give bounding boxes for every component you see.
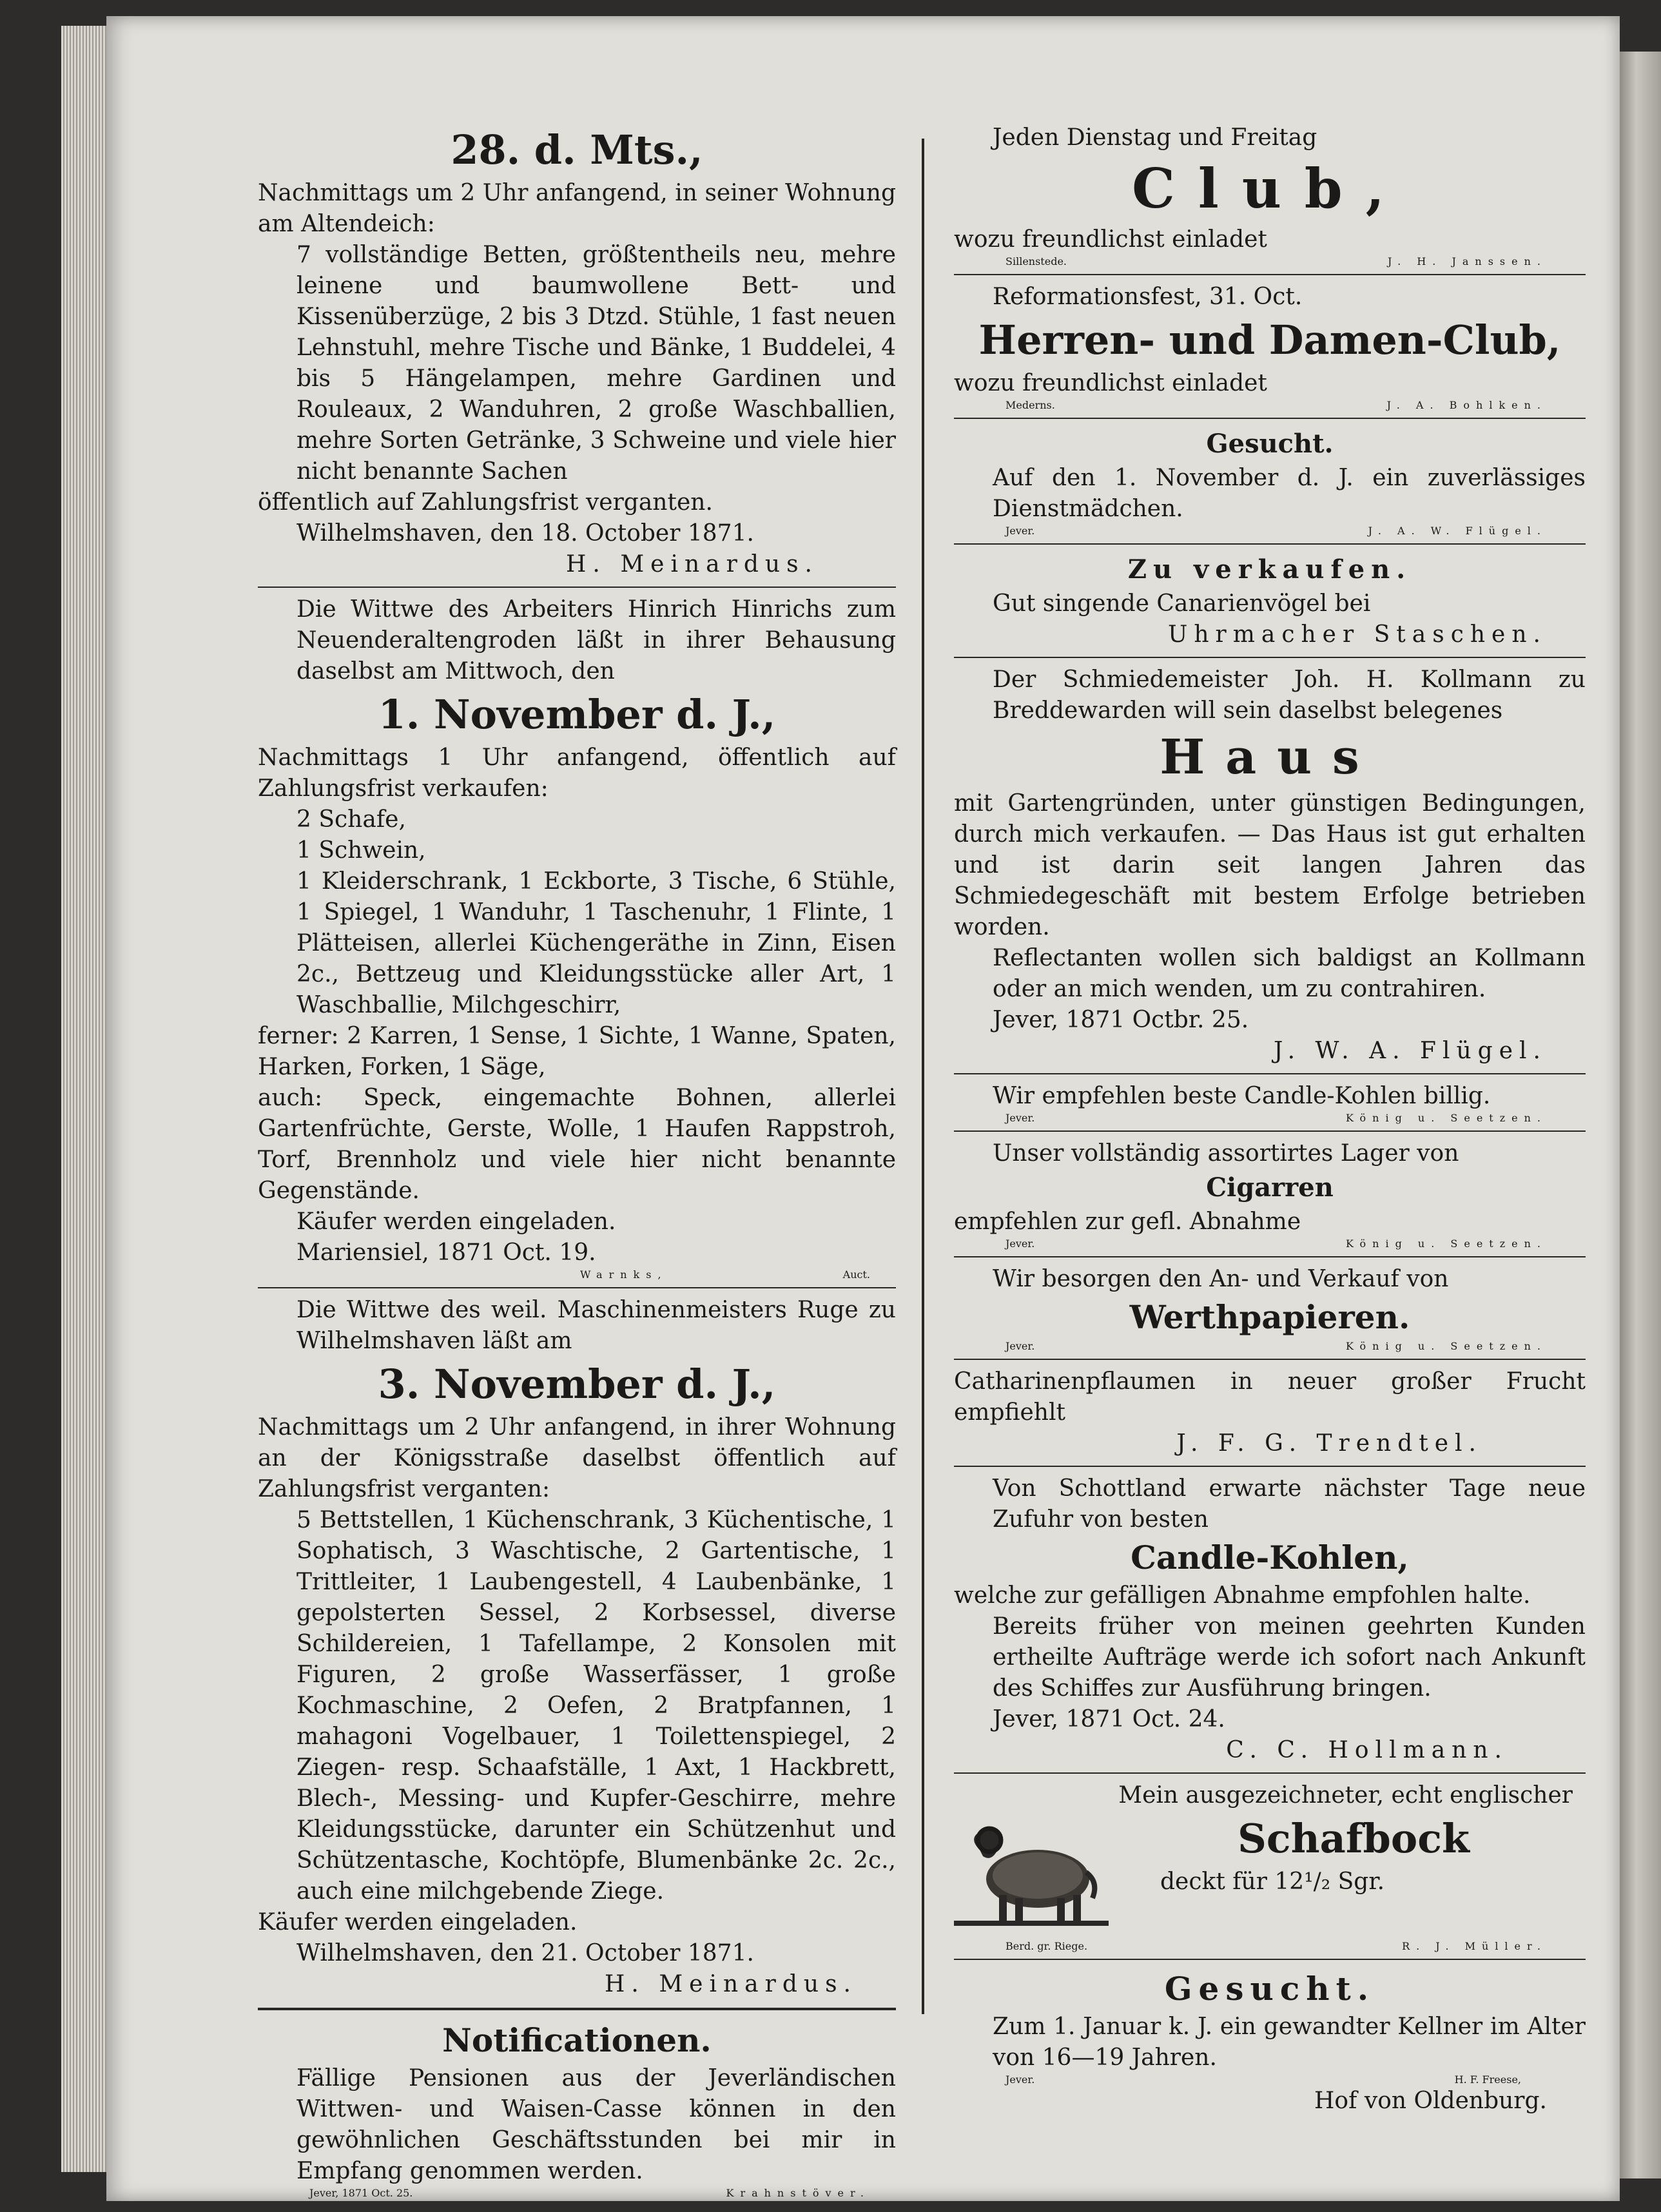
- signature-row: [258, 2187, 896, 2199]
- ad-intro: Der Schmiedemeister Joh. H. Kollmann zu Breddewarden will sein daselbst belegenes: [993, 666, 1586, 724]
- section-heading: Werthpapieren.: [1129, 1298, 1410, 1336]
- place-date: Wilhelmshaven, den 21. October 1871.: [296, 1940, 754, 1966]
- date-heading: 28. d. Mts.,: [451, 126, 703, 173]
- ad-intro: Mein ausgezeichneter, echt englischer: [1118, 1782, 1573, 1809]
- section-heading: Schafbock: [1238, 1815, 1470, 1862]
- signature: König u. Seetzen.: [1346, 1237, 1547, 1250]
- ram-text: [1122, 1811, 1586, 1897]
- place: Mederns.: [1005, 399, 1055, 411]
- haus-heading: Haus: [1160, 730, 1380, 785]
- place: Jever.: [1005, 525, 1035, 537]
- signature: J. H. Janssen.: [1387, 255, 1547, 267]
- rule: [954, 274, 1586, 275]
- signature-row: [954, 1340, 1586, 1352]
- ad-invite: wozu freundlichst einladet: [954, 370, 1267, 396]
- signature: H. F. Freese,: [1454, 2073, 1521, 2086]
- rule: [954, 1772, 1586, 1774]
- place: Jever.: [1005, 1340, 1035, 1352]
- signature-row: [954, 255, 1586, 267]
- section-heading: Notificationen.: [442, 2021, 712, 2059]
- place-date: Wilhelmshaven, den 18. October 1871.: [296, 520, 754, 547]
- signature: H. Meinardus.: [605, 1971, 857, 1997]
- ad-schafbock: [954, 1780, 1586, 1952]
- place-date: Jever, 1871 Octbr. 25.: [993, 1007, 1249, 1033]
- ad-intro: Reformationsfest, 31. Oct.: [993, 284, 1303, 310]
- signature-row: [258, 1268, 896, 1281]
- signature: H. Meinardus.: [566, 551, 819, 577]
- signature: J. W. A. Flügel.: [1274, 1038, 1547, 1064]
- ad-candle-kohlen-koenig: [954, 1081, 1586, 1124]
- item-line: ferner: 2 Karren, 1 Sense, 1 Sichte, 1 Wanne, Spaten, Harken, Forken, 1 Säge,: [258, 1023, 896, 1080]
- club-heading: Herren- und Damen-Club,: [978, 316, 1561, 364]
- place: Jever.: [1005, 1112, 1035, 1124]
- signature-row: [954, 1940, 1586, 1952]
- date-heading: 1. November d. J.,: [378, 691, 776, 738]
- ad-text: empfehlen zur gefl. Abnahme: [954, 1208, 1301, 1235]
- ram-row: [954, 1811, 1586, 1940]
- ad-text: mit Gartengründen, unter günstigen Bedingungen, durch mich verkaufen. — Das Haus ist gut erhalten und ist darin seit langen Jahren das Schmiedegeschäft mit bestem Erfolge betrieben worden.: [954, 790, 1586, 940]
- ad-text-2: Bereits früher von meinen geehrten Kunden ertheilte Aufträge werde ich sofort nach Ankunft des Schiffes zur Ausführung bringen.: [993, 1613, 1586, 1702]
- place-date: Jever, 1871 Oct. 25.: [309, 2187, 413, 2199]
- ad-text: Zum 1. Januar k. J. ein gewandter Kellner im Alter von 16—19 Jahren.: [993, 2013, 1586, 2071]
- rule: [258, 2008, 896, 2010]
- ad-items: 7 vollständige Betten, größtentheils neu, mehre leinene und baumwollene Bett- und Kissenüberzüge, 2 bis 3 Dtzd. Stühle, 1 fast neuen Lehnstuhl, mehre Tische und Bänke, 1 Buddelei, 4 bis 5 Hängelampen, mehre Gardinen und Rouleaux, 2 Wanduhren, 2 große Waschballien, mehre Sorten Getränke, 3 Schweine und viele hier nicht benannte Sachen: [296, 242, 896, 485]
- signature-row: [954, 1112, 1586, 1124]
- signature-line-2: Hof von Oldenburg.: [1314, 2088, 1547, 2114]
- rule: [954, 1466, 1586, 1467]
- ad-notificationen: [258, 2018, 896, 2199]
- rule: [258, 587, 896, 588]
- place: Berd. gr. Riege.: [1005, 1940, 1088, 1952]
- ram-woodcut-icon: [954, 1811, 1109, 1940]
- ad-auction-ruge: [258, 1295, 896, 2000]
- item-line: 2 Schafe,: [296, 806, 406, 833]
- item-line: 1 Kleiderschrank, 1 Eckborte, 3 Tische, 6 Stühle, 1 Spiegel, 1 Wanduhr, 1 Taschenuhr, 1 Flinte, 1 Plätteisen, allerlei Küchengeräthe in Zinn, Eisen 2c., Bettzeug und Kleidungsstücke aller Art, 1 Waschballie, Milchgeschirr,: [296, 868, 896, 1018]
- ad-text-2: Reflectanten wollen sich baldigst an Kollmann oder an mich wenden, um zu contrahiren.: [993, 945, 1586, 1002]
- ad-intro: Unser vollständig assortirtes Lager von: [993, 1140, 1459, 1167]
- ad-zu-verkaufen: [954, 551, 1586, 650]
- date-heading: 3. November d. J.,: [378, 1361, 776, 1408]
- signature-row: [954, 525, 1586, 537]
- ad-items: 5 Bettstellen, 1 Küchenschrank, 3 Küchentische, 1 Sophatisch, 3 Waschtische, 2 Gartentische, 1 Trittleiter, 1 Laubengestell, 4 Laubenbänke, 1 gepolsterten Sessel, 2 Korbsessel, diverse Schildereien, 1 Tafellampe, 2 Konsolen mit Figuren, 2 große Wasserfässer, 1 große Kochmaschine, 2 Oefen, 2 Bratpfannen, 1 mahagoni Vogelbauer, 1 Toilettenspiegel, 2 Ziegen- resp. Schaafställe, 1 Axt, 1 Hackbrett, Blech-, Messing- und Kupfer-Geschirre, mehre Kleidungsstücke, darunter ein Schützenhut und Schützentasche, Kochtöpfe, Blumenbänke 2c. 2c., auch eine milchgebende Ziege.: [296, 1507, 896, 1905]
- rule: [954, 418, 1586, 419]
- ad-club-mederns: [954, 282, 1586, 411]
- signature: C. C. Hollmann.: [1226, 1737, 1508, 1763]
- ad-gesucht-dienstmaedchen: [954, 425, 1586, 537]
- ad-text: Fällige Pensionen aus der Jeverländischen Wittwen- und Waisen-Casse können in den gewöhnlichen Geschäftsstunden bei mir in Empfang genommen werden.: [296, 2065, 896, 2184]
- section-heading: Zu verkaufen.: [1127, 554, 1412, 585]
- ad-intro: Jeden Dienstag und Freitag: [993, 124, 1317, 151]
- ad-intro: Die Wittwe des weil. Maschinenmeisters Ruge zu Wilhelmshaven läßt am: [296, 1297, 896, 1354]
- signature: Krahnstöver.: [726, 2187, 870, 2199]
- ad-intro: Wir besorgen den An- und Verkauf von: [993, 1266, 1449, 1292]
- section-heading: Gesucht.: [1164, 1970, 1375, 2008]
- signature: Uhrmacher Staschen.: [1168, 621, 1547, 648]
- signature: J. A. W. Flügel.: [1368, 525, 1547, 537]
- place-date: Jever, 1871 Oct. 24.: [993, 1706, 1225, 1732]
- column-divider: [922, 139, 924, 2014]
- signature: J. A. Bohlken.: [1386, 399, 1547, 411]
- ad-club-sillenstede: [954, 122, 1586, 267]
- ad-closing: öffentlich auf Zahlungsfrist verganten.: [258, 489, 713, 516]
- ad-text: Gut singende Canarienvögel bei: [993, 590, 1371, 617]
- ad-terms: Nachmittags um 2 Uhr anfangend, in ihrer Wohnung an der Königsstraße daselbst öffentlich auf Zahlungsfrist verganten:: [258, 1414, 896, 1502]
- ad-buyers: Käufer werden eingeladen.: [296, 1208, 616, 1235]
- ad-text: Catharinenpflaumen in neuer großer Frucht empfiehlt: [954, 1368, 1586, 1426]
- signature-row: [954, 1237, 1586, 1250]
- ad-invite: wozu freundlichst einladet: [954, 226, 1267, 253]
- right-column: [954, 122, 1586, 2117]
- ad-auction-hinrichs: [258, 594, 896, 1281]
- ad-auction-altendeich: [258, 122, 896, 580]
- left-column: [258, 122, 896, 2199]
- signature-title: Auct.: [842, 1268, 870, 1281]
- ad-text: Auf den 1. November d. J. ein zuverlässiges Dienstmädchen.: [993, 465, 1586, 522]
- ad-candle-kohlen-hollmann: [954, 1473, 1586, 1766]
- place: Jever.: [1005, 1237, 1035, 1250]
- rule: [954, 1256, 1586, 1257]
- rule: [954, 1959, 1586, 1960]
- rule: [954, 543, 1586, 545]
- ad-haus: [954, 665, 1586, 1067]
- place: Sillenstede.: [1005, 255, 1067, 267]
- signature: König u. Seetzen.: [1346, 1112, 1547, 1124]
- place: Jever.: [1005, 2073, 1035, 2086]
- rule: [954, 1359, 1586, 1360]
- ad-intro: Die Wittwe des Arbeiters Hinrich Hinrichs zum Neuenderaltengroden läßt in ihrer Behausung daselbst am Mittwoch, den: [296, 596, 896, 684]
- item-line: 1 Schwein,: [296, 837, 426, 864]
- rule: [954, 1130, 1586, 1132]
- signature: Warnks,: [580, 1268, 668, 1281]
- section-heading: Cigarren: [1206, 1172, 1334, 1203]
- rule: [954, 1073, 1586, 1074]
- ad-gesucht-kellner: [954, 1966, 1586, 2117]
- item-line: auch: Speck, eingemachte Bohnen, allerlei Gartenfrüchte, Gerste, Wolle, 1 Haufen Rappstroh, Torf, Brennholz und viele hier nicht benannte Gegenstände.: [258, 1085, 896, 1204]
- right-page-edge: [1620, 52, 1661, 2178]
- ad-text: deckt für 12¹/₂ Sgr.: [1160, 1868, 1385, 1895]
- rule: [258, 1287, 896, 1288]
- club-heading: Club,: [1132, 157, 1408, 220]
- ad-cigarren: [954, 1138, 1586, 1250]
- ad-terms: Nachmittags 1 Uhr anfangend, öffentlich auf Zahlungsfrist verkaufen:: [258, 744, 896, 802]
- ad-text: Wir empfehlen beste Candle-Kohlen billig.: [993, 1083, 1491, 1109]
- rule: [954, 657, 1586, 658]
- ad-buyers: Käufer werden eingeladen.: [258, 1909, 578, 1936]
- ad-text: welche zur gefälligen Abnahme empfohlen halte.: [954, 1582, 1531, 1609]
- place-date: Mariensiel, 1871 Oct. 19.: [296, 1239, 596, 1266]
- signature: J. F. G. Trendtel.: [1176, 1430, 1482, 1457]
- ad-werthpapieren: [954, 1264, 1586, 1352]
- ad-intro: Von Schottland erwarte nächster Tage neue Zufuhr von besten: [993, 1475, 1586, 1533]
- signature: König u. Seetzen.: [1346, 1340, 1547, 1352]
- section-heading: Gesucht.: [1206, 429, 1334, 459]
- signature: R. J. Müller.: [1402, 1940, 1547, 1952]
- ad-catharinenpflaumen: [954, 1366, 1586, 1459]
- signature-row: [954, 399, 1586, 411]
- section-heading: Candle-Kohlen,: [1131, 1538, 1409, 1577]
- signature-row: [954, 2073, 1586, 2086]
- ad-intro: Nachmittags um 2 Uhr anfangend, in seiner Wohnung am Altendeich:: [258, 180, 896, 237]
- page-stack-edge: [61, 26, 113, 2172]
